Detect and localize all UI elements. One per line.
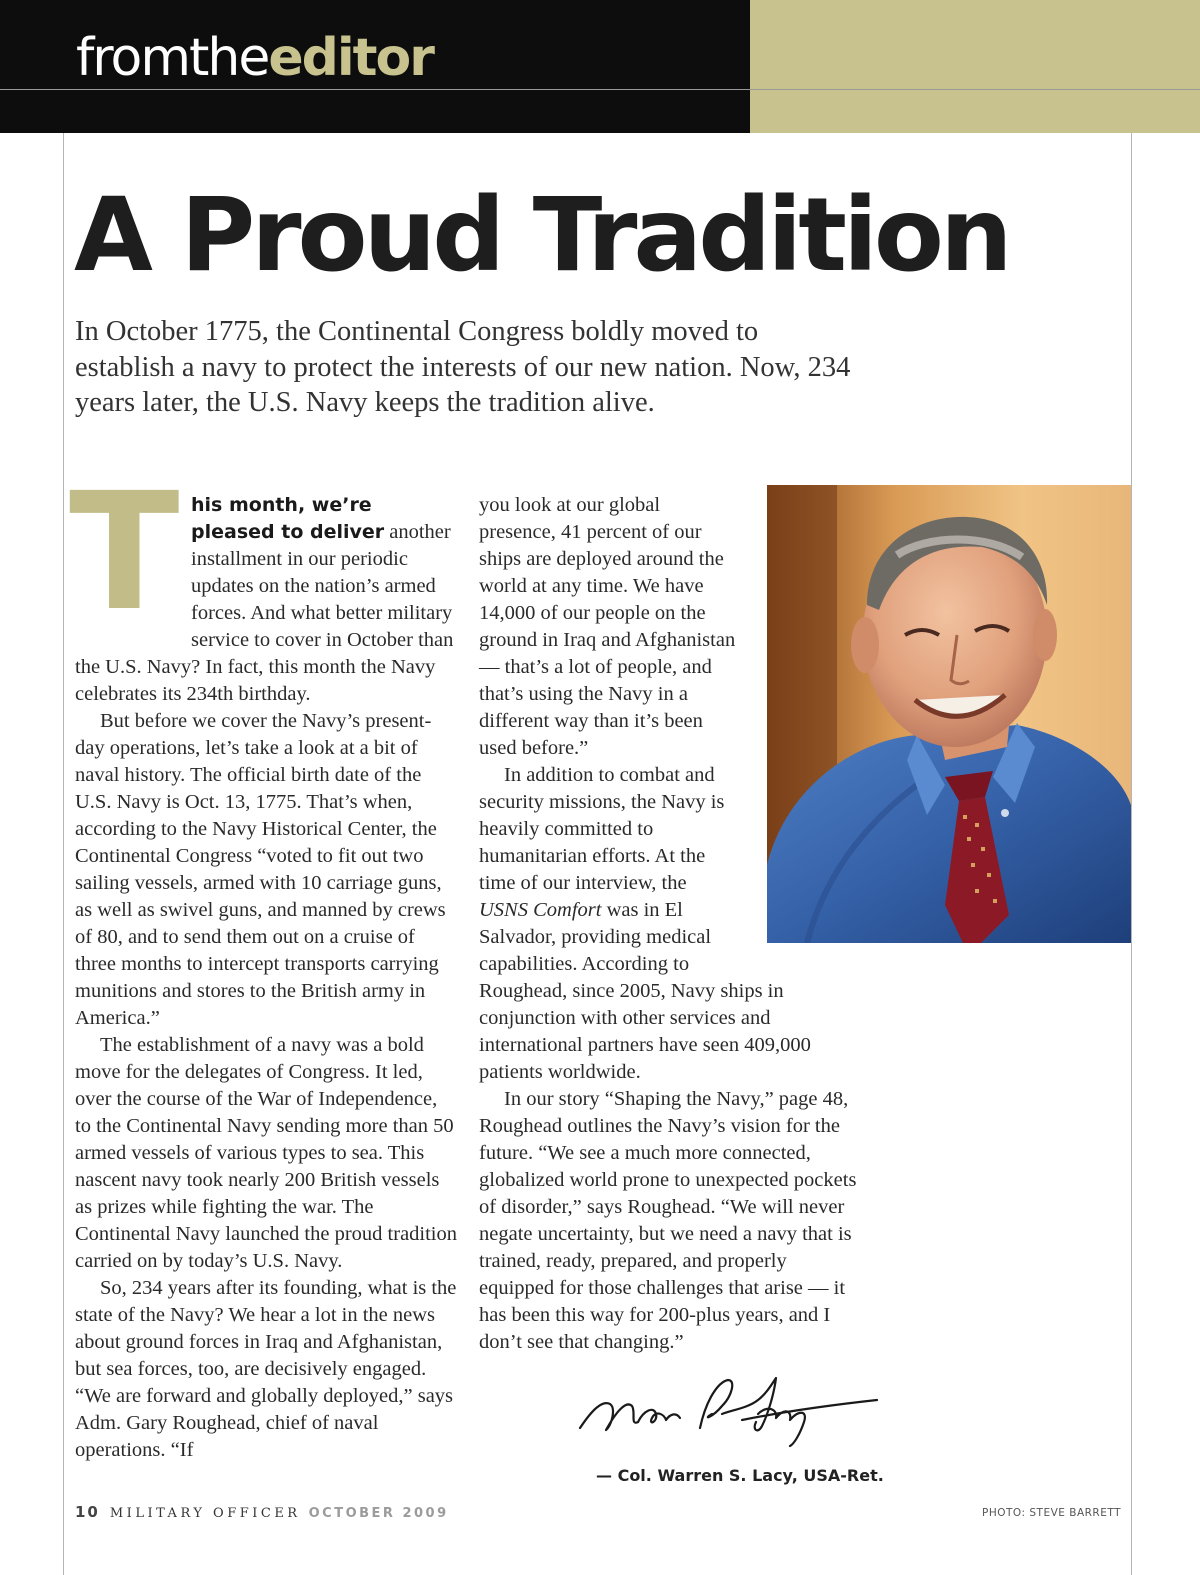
frame-line-left — [63, 133, 64, 1575]
page-number: 10 — [75, 1503, 100, 1521]
section-kicker — [76, 28, 433, 88]
paragraph-2: But before we cover the Navy’s present-day operations, let’s take a look at a bit of naval history. The official birth date of the U.S. Navy is Oct. 13, 1775. That’s when, according to the Navy Historical Center, the Continental Congress “voted to fit out two sailing vessels, armed with 10 carriage guns, as well as swivel guns, and manned by crews of 80, and to send them out on a cruise of three months to intercept transports carrying munitions and stores to the British army in America.” — [75, 710, 446, 1029]
editor-signoff: — Col. Warren S. Lacy, USA-Ret. — [596, 1466, 884, 1485]
paragraph-4: So, 234 years after its founding, what is the state of the Navy? We hear a lot in the news about ground forces in Iraq and Afghanistan, but sea forces, too, are decisively engaged. “We are forward and globally deployed,” says Adm. Gary Roughead, chief of naval operations. “If — [75, 1277, 457, 1461]
paragraph-1 — [69, 459, 458, 708]
header-accent-block — [750, 0, 1200, 133]
kicker-from-the: fromthe — [76, 28, 269, 88]
paragraph-3: The establishment of a navy was a bold move for the delegates of Congress. It led, over the course of the War of Independence, to the Continental Navy sending more than 50 armed vessels of various types to sea. This nascent navy took nearly 200 British vessels as prizes while fighting the war. The Continental Navy launched the proud tradition carried on by today’s U.S. Navy. — [75, 1034, 458, 1272]
editor-photo — [767, 485, 1131, 943]
lead-in: his month, we’re pleased to deliver — [191, 494, 385, 543]
page-folio — [75, 1503, 449, 1521]
body-column-1 — [69, 459, 458, 1464]
photo-credit: PHOTO: STEVE BARRETT — [982, 1507, 1121, 1519]
issue-date: OCTOBER 2009 — [308, 1506, 449, 1521]
paragraph-6-text-b: was in El Salvador, providing medical capabilities. According to Roughead, since 2005, Navy ships in conjunction with other services and international partners have seen 409,000 patients worldwide. — [479, 899, 811, 1083]
kicker-editor: editor — [268, 28, 433, 88]
paragraph-7: In our story “Shaping the Navy,” page 48, Roughead outlines the Navy’s vision for the future. “We see a much more connected, globalized world prone to unexpected pockets of disorder,” says Roughead. “We will never negate uncertainty, but we need a navy that is trained, ready, prepared, and properly equipped for those challenges that arise — it has been this way for 200-plus years, and I don’t see that changing.” — [479, 1088, 857, 1353]
ship-name: USNS Comfort — [479, 899, 602, 921]
paragraph-5: you look at our global presence, 41 percent of our ships are deployed around the world at any time. We have 14,000 of our people on the ground in Iraq and Afghanistan — that’s a lot of people, and that’s using the Navy in a different way than it’s been used before.” — [479, 494, 736, 759]
frame-line-right — [1131, 133, 1132, 1575]
drop-cap — [69, 459, 180, 647]
paragraph-6-text-a: In addition to combat and security missions, the Navy is heavily committed to humanitarian efforts. At the time of our interview, the — [479, 764, 725, 894]
article-title: A Proud Tradition — [74, 176, 1009, 295]
magazine-name: MILITARY OFFICER — [109, 1506, 301, 1521]
header-rule — [0, 89, 1200, 90]
drop-cap-letter: T — [69, 459, 180, 647]
article-deck: In October 1775, the Continental Congress boldly moved to establish a navy to protect the interests of our new nation. Now, 234 years later, the U.S. Navy keeps the tradition alive. — [75, 316, 851, 418]
paragraph-1-text: another installment in our periodic updates on the nation’s armed forces. And what better military service to cover in October than the U.S. Navy? In fact, this month the Navy celebrates its 234th birthday. — [75, 521, 454, 705]
editor-signature — [572, 1370, 882, 1450]
